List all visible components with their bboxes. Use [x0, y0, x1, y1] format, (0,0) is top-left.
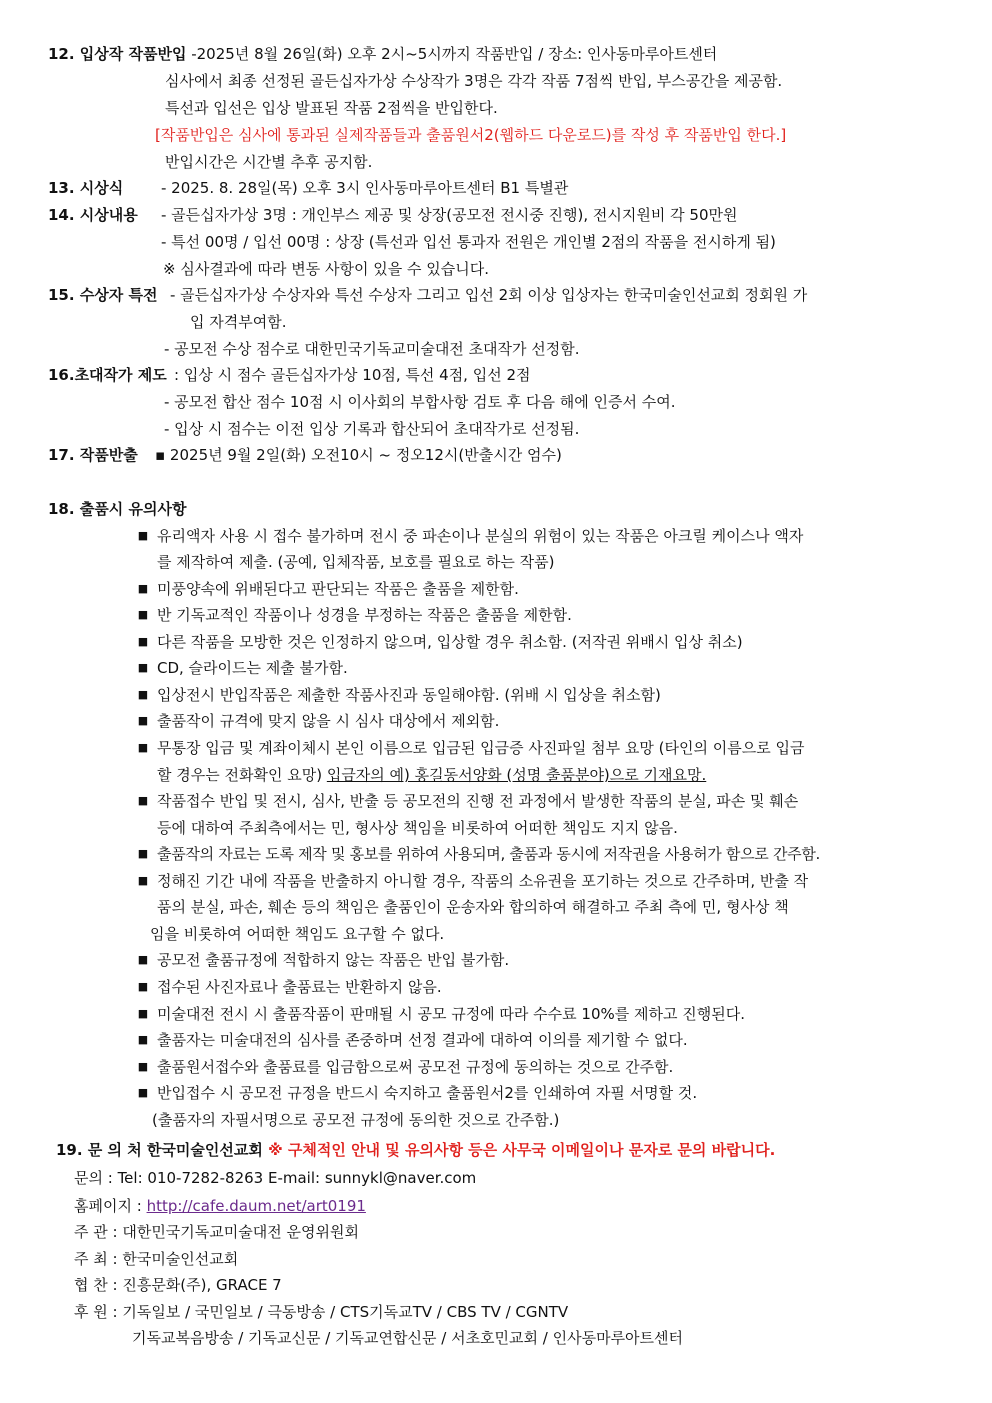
notice-item-7: 출품작이 규격에 맞지 않을 시 심사 대상에서 제외함.	[157, 712, 500, 730]
section-14-text-1: - 골든십자가상 3명 : 개인부스 제공 및 상장(공모전 전시중 진행), 전시지원비 각 50만원	[161, 206, 738, 224]
notice-item-16: 출품원서접수와 출품료를 입금함으로써 공모전 규정에 동의하는 것으로 간주함.	[157, 1058, 674, 1076]
notice-item-6: 입상전시 반입작품은 제출한 작품사진과 동일해야함. (위배 시 입상을 취소함)	[157, 686, 661, 704]
bullet-icon: ■	[137, 688, 149, 701]
homepage-line	[74, 1193, 366, 1219]
notice-item-11b: 품의 분실, 파손, 훼손 등의 책임은 출품인이 운송자와 합의하여 해결하고 주최 측에 민, 형사상 책	[157, 898, 789, 916]
notice-item-4: 다른 작품을 모방한 것은 인정하지 않으며, 입상할 경우 취소함. (저작권 위배시 입상 취소)	[157, 633, 743, 651]
section-16-text-3: - 입상 시 점수는 이전 입상 기록과 합산되어 초대작가로 선정됨.	[164, 420, 580, 438]
notice-item-17a: 반입접수 시 공모전 규정을 반드시 숙지하고 출품원서2를 인쇄하여 자필 서명할 것.	[157, 1084, 698, 1102]
section-14-heading: 14. 시상내용	[48, 206, 138, 224]
homepage-label: 홈페이지 :	[74, 1197, 147, 1215]
notice-item-15: 출품자는 미술대전의 심사를 존중하며 선정 결과에 대하여 이의를 제기할 수 없다.	[157, 1031, 688, 1049]
section-12-text-2: 심사에서 최종 선정된 골든십자가상 수상작가 3명은 각각 작품 7점씩 반입, 부스공간을 제공함.	[165, 72, 783, 90]
notice-item-14: 미술대전 전시 시 출품작품이 판매될 시 공모 규정에 따라 수수료 10%를 제하고 진행된다.	[157, 1005, 745, 1023]
section-15-text-1: - 골든십자가상 수상자와 특선 수상자 그리고 입선 2회 이상 입상자는 한국미술인선교회 정회원 가	[170, 286, 808, 304]
bullet-icon: ■	[137, 661, 149, 674]
notice-item-8a: 무통장 입금 및 계좌이체시 본인 이름으로 입금된 입금증 사진파일 첨부 요망 (타인의 이름으로 입금	[157, 739, 805, 757]
section-15-heading: 15. 수상자 특전	[48, 286, 158, 304]
deposit-name-example: 입금자의 예) 홍길동서양화 (성명 출품분야)으로 기재요망.	[326, 766, 707, 784]
bullet-icon: ■	[137, 1033, 149, 1046]
section-14-text-3: ※ 심사결과에 따라 변동 사항이 있을 수 있습니다.	[163, 260, 490, 278]
section-16-text-2: - 공모전 합산 점수 10점 시 이사회의 부합사항 검토 후 다음 해에 인증서 수여.	[164, 393, 676, 411]
bullet-icon: ■	[137, 847, 149, 860]
section-13-text-1: - 2025. 8. 28일(목) 오후 3시 인사동마루아트센터 B1 특별관	[161, 179, 569, 197]
notice-item-8b: 할 경우는 전화확인 요망)	[157, 766, 327, 784]
section-18-heading: 18. 출품시 유의사항	[48, 500, 187, 518]
section-13-heading: 13. 시상식	[48, 179, 124, 197]
section-12-text-5: 반입시간은 시간별 추후 공지함.	[165, 153, 373, 171]
bullet-icon: ■	[137, 1007, 149, 1020]
host-info: 주 관 : 대한민국기독교미술대전 운영위원회	[74, 1223, 359, 1241]
section-14-text-2: - 특선 00명 / 입선 00명 : 상장 (특선과 입선 통과자 전원은 개인별 2점의 작품을 전시하게 됨)	[161, 233, 776, 251]
section-15-text-2: 입 자격부여함.	[190, 313, 287, 331]
notice-item-5: CD, 슬라이드는 제출 불가함.	[157, 659, 348, 677]
organizer-info: 주 최 : 한국미술인선교회	[74, 1250, 239, 1268]
section-12-text-1: -2025년 8월 26일(화) 오후 2시~5시까지 작품반입 / 장소: 인사동마루아트센터	[186, 45, 718, 63]
notice-item-12: 공모전 출품규정에 적합하지 않는 작품은 반입 불가함.	[157, 951, 510, 969]
bullet-icon: ■	[137, 608, 149, 621]
section-12-text-3: 특선과 입선은 입상 발표된 작품 2점씩을 반입한다.	[165, 99, 498, 117]
notice-item-11c: 임을 비롯하여 어떠한 책임도 요구할 수 없다.	[150, 925, 445, 943]
section-17-heading: 17. 작품반출	[48, 446, 138, 464]
notice-item-9a: 작품접수 반입 및 전시, 심사, 반출 등 공모전의 진행 전 과정에서 발생한 작품의 분실, 파손 및 훼손	[157, 792, 799, 810]
notice-item-1b: 를 제작하여 제출. (공예, 입체작품, 보호를 필요로 하는 작품)	[157, 553, 555, 571]
bullet-icon: ■	[137, 980, 149, 993]
section-19-heading: 19. 문 의 처 한국미술인선교회	[56, 1141, 263, 1159]
notice-item-17b: (출품자의 자필서명으로 공모전 규정에 동의한 것으로 간주함.)	[152, 1111, 560, 1129]
bullet-icon: ■	[137, 1060, 149, 1073]
support-info-2: 기독교복음방송 / 기독교신문 / 기독교연합신문 / 서초호민교회 / 인사동마루아트센터	[132, 1329, 684, 1347]
section-12-heading: 12. 입상작 작품반입	[48, 45, 187, 63]
bullet-icon: ■	[137, 1086, 149, 1099]
bullet-icon: ■	[137, 741, 149, 754]
section-15-text-3: - 공모전 수상 점수로 대한민국기독교미술대전 초대작가 선정함.	[164, 340, 580, 358]
bullet-icon: ■	[137, 582, 149, 595]
section-19-line	[56, 1137, 775, 1163]
notice-item-3: 반 기독교적인 작품이나 성경을 부정하는 작품은 출품을 제한함.	[157, 606, 572, 624]
notice-item-1a: 유리액자 사용 시 접수 불가하며 전시 중 파손이나 분실의 위험이 있는 작품은 아크릴 케이스나 액자	[157, 527, 804, 545]
sponsor-info: 협 찬 : 진흥문화(주), GRACE 7	[74, 1276, 282, 1294]
bullet-icon: ■	[137, 635, 149, 648]
contact-info: 문의 : Tel: 010-7282-8263 E-mail: sunnykl@naver.com	[74, 1169, 477, 1187]
section-12-notice: [작품반입은 심사에 통과된 실제작품들과 출품원서2(웹하드 다운로드)를 작성 후 작품반입 한다.]	[155, 126, 787, 144]
notice-item-9b: 등에 대하여 주최측에서는 민, 형사상 책임을 비롯하여 어떠한 책임도 지지 않음.	[157, 819, 678, 837]
support-info-1: 후 원 : 기독일보 / 국민일보 / 극동방송 / CTS기독교TV / CBS TV / CGNTV	[74, 1303, 569, 1321]
bullet-icon: ■	[137, 953, 149, 966]
notice-item-8b-line	[157, 762, 706, 788]
notice-item-13: 접수된 사진자료나 출품료는 반환하지 않음.	[157, 978, 442, 996]
homepage-link[interactable]: http://cafe.daum.net/art0191	[146, 1197, 366, 1215]
section-16-heading: 16.초대작가 제도	[48, 366, 167, 384]
bullet-icon: ■	[137, 529, 149, 542]
bullet-icon: ■	[137, 714, 149, 727]
section-17-text-1: ▪ 2025년 9월 2일(화) 오전10시 ~ 정오12시(반출시간 엄수)	[155, 446, 562, 464]
notice-item-2: 미풍양속에 위배된다고 판단되는 작품은 출품을 제한함.	[157, 580, 519, 598]
notice-item-11a: 정해진 기간 내에 작품을 반출하지 아니할 경우, 작품의 소유권을 포기하는 것으로 간주하며, 반출 작	[157, 872, 809, 890]
notice-item-10: 출품작의 자료는 도록 제작 및 홍보를 위하여 사용되며, 출품과 동시에 저작권을 사용허가 함으로 간주함.	[157, 845, 821, 863]
section-16-text-1: : 입상 시 점수 골든십자가상 10점, 특선 4점, 입선 2점	[174, 366, 531, 384]
bullet-icon: ■	[137, 874, 149, 887]
bullet-icon: ■	[137, 794, 149, 807]
section-12-line-1	[48, 41, 717, 67]
section-19-note: ※ 구체적인 안내 및 유의사항 등은 사무국 이메일이나 문자로 문의 바랍니다.	[262, 1141, 776, 1159]
